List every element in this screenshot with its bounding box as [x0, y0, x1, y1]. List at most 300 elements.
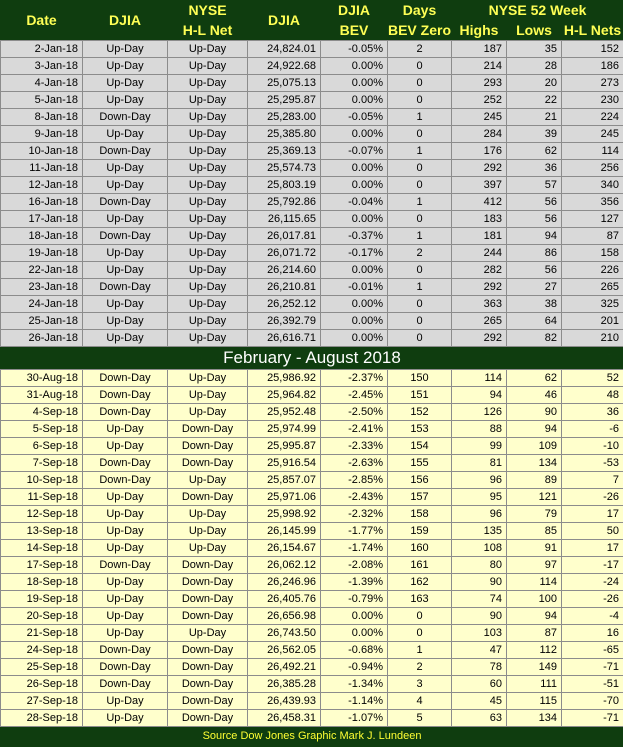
cell-date: 19-Sep-18: [1, 591, 83, 608]
table-footer: [1, 727, 623, 746]
cell-hl-nets: -26: [562, 489, 623, 506]
table-row: [1, 693, 623, 710]
table-row: [1, 296, 623, 313]
cell-hl-nets: 36: [562, 404, 623, 421]
cell-days-bev-zero: 1: [388, 109, 452, 126]
cell-hl-nets: 158: [562, 245, 623, 262]
cell-lows: 91: [507, 540, 562, 557]
cell-djia-day: Down-Day: [83, 194, 168, 211]
cell-djia-bev: -0.05%: [321, 109, 388, 126]
cell-hl-nets: 48: [562, 387, 623, 404]
cell-djia-day: Down-Day: [83, 109, 168, 126]
cell-date: 10-Sep-18: [1, 472, 83, 489]
cell-lows: 134: [507, 455, 562, 472]
table-row: [1, 41, 623, 58]
cell-hl-nets: 265: [562, 279, 623, 296]
cell-djia-day: Up-Day: [83, 58, 168, 75]
cell-hl-nets: -17: [562, 557, 623, 574]
cell-djia-close: 26,246.96: [248, 574, 321, 591]
table-row: [1, 642, 623, 659]
cell-djia-close: 25,283.00: [248, 109, 321, 126]
cell-lows: 111: [507, 676, 562, 693]
cell-hl-nets: 245: [562, 126, 623, 143]
cell-djia-close: 26,385.28: [248, 676, 321, 693]
header-nyse-52-week: NYSE 52 Week: [452, 0, 623, 20]
cell-hl-nets: -26: [562, 591, 623, 608]
cell-highs: 60: [452, 676, 507, 693]
cell-djia-bev: -0.37%: [321, 228, 388, 245]
cell-djia-bev: -2.33%: [321, 438, 388, 455]
table-row: [1, 143, 623, 160]
cell-days-bev-zero: 0: [388, 211, 452, 228]
cell-djia-close: 25,916.54: [248, 455, 321, 472]
cell-date: 24-Jan-18: [1, 296, 83, 313]
cell-nyse-hl-net: Up-Day: [168, 143, 248, 160]
cell-days-bev-zero: 152: [388, 404, 452, 421]
header-lows: Lows: [507, 20, 562, 41]
cell-days-bev-zero: 0: [388, 177, 452, 194]
cell-highs: 88: [452, 421, 507, 438]
table-row: [1, 194, 623, 211]
header-nyse: NYSE: [168, 0, 248, 20]
cell-highs: 397: [452, 177, 507, 194]
cell-djia-close: 26,492.21: [248, 659, 321, 676]
cell-djia-day: Up-Day: [83, 245, 168, 262]
cell-highs: 81: [452, 455, 507, 472]
cell-date: 6-Sep-18: [1, 438, 83, 455]
section-divider: [1, 347, 623, 370]
section-title: February - August 2018: [1, 347, 623, 370]
cell-djia-close: 25,385.80: [248, 126, 321, 143]
cell-hl-nets: -24: [562, 574, 623, 591]
cell-lows: 114: [507, 574, 562, 591]
cell-date: 8-Jan-18: [1, 109, 83, 126]
cell-hl-nets: 16: [562, 625, 623, 642]
cell-nyse-hl-net: Down-Day: [168, 489, 248, 506]
cell-nyse-hl-net: Up-Day: [168, 92, 248, 109]
cell-highs: 96: [452, 472, 507, 489]
cell-lows: 35: [507, 41, 562, 58]
cell-hl-nets: 186: [562, 58, 623, 75]
table-row: [1, 211, 623, 228]
cell-lows: 56: [507, 194, 562, 211]
cell-djia-day: Down-Day: [83, 387, 168, 404]
cell-date: 7-Sep-18: [1, 455, 83, 472]
table-row: [1, 523, 623, 540]
cell-djia-day: Up-Day: [83, 313, 168, 330]
table-row: [1, 92, 623, 109]
cell-djia-bev: 0.00%: [321, 177, 388, 194]
cell-days-bev-zero: 0: [388, 126, 452, 143]
cell-djia-close: 25,075.13: [248, 75, 321, 92]
cell-highs: 63: [452, 710, 507, 727]
cell-lows: 97: [507, 557, 562, 574]
cell-date: 30-Aug-18: [1, 370, 83, 387]
cell-djia-close: 26,062.12: [248, 557, 321, 574]
cell-days-bev-zero: 155: [388, 455, 452, 472]
cell-highs: 293: [452, 75, 507, 92]
cell-lows: 36: [507, 160, 562, 177]
cell-highs: 265: [452, 313, 507, 330]
cell-highs: 245: [452, 109, 507, 126]
cell-highs: 412: [452, 194, 507, 211]
cell-djia-day: Up-Day: [83, 126, 168, 143]
cell-hl-nets: -10: [562, 438, 623, 455]
cell-days-bev-zero: 0: [388, 608, 452, 625]
cell-days-bev-zero: 154: [388, 438, 452, 455]
cell-days-bev-zero: 161: [388, 557, 452, 574]
cell-lows: 89: [507, 472, 562, 489]
cell-lows: 21: [507, 109, 562, 126]
cell-days-bev-zero: 5: [388, 710, 452, 727]
cell-hl-nets: 356: [562, 194, 623, 211]
cell-djia-close: 26,214.60: [248, 262, 321, 279]
cell-days-bev-zero: 1: [388, 642, 452, 659]
cell-djia-day: Up-Day: [83, 330, 168, 347]
cell-highs: 135: [452, 523, 507, 540]
cell-djia-close: 25,803.19: [248, 177, 321, 194]
cell-nyse-hl-net: Up-Day: [168, 472, 248, 489]
cell-highs: 108: [452, 540, 507, 557]
cell-djia-day: Up-Day: [83, 438, 168, 455]
table-row: [1, 370, 623, 387]
cell-lows: 87: [507, 625, 562, 642]
cell-djia-close: 24,922.68: [248, 58, 321, 75]
cell-djia-bev: -2.63%: [321, 455, 388, 472]
cell-highs: 187: [452, 41, 507, 58]
cell-hl-nets: 325: [562, 296, 623, 313]
cell-date: 25-Sep-18: [1, 659, 83, 676]
cell-djia-close: 26,616.71: [248, 330, 321, 347]
cell-djia-day: Down-Day: [83, 455, 168, 472]
cell-days-bev-zero: 0: [388, 58, 452, 75]
cell-lows: 149: [507, 659, 562, 676]
cell-djia-day: Up-Day: [83, 710, 168, 727]
cell-nyse-hl-net: Up-Day: [168, 296, 248, 313]
cell-djia-bev: -0.17%: [321, 245, 388, 262]
cell-djia-bev: -0.01%: [321, 279, 388, 296]
cell-djia-day: Up-Day: [83, 591, 168, 608]
cell-date: 5-Jan-18: [1, 92, 83, 109]
cell-djia-bev: 0.00%: [321, 126, 388, 143]
header-highs: Highs: [452, 20, 507, 41]
cell-djia-day: Down-Day: [83, 228, 168, 245]
cell-djia-day: Down-Day: [83, 370, 168, 387]
cell-highs: 96: [452, 506, 507, 523]
cell-djia-bev: -2.43%: [321, 489, 388, 506]
cell-djia-bev: -0.05%: [321, 41, 388, 58]
cell-hl-nets: 256: [562, 160, 623, 177]
cell-djia-bev: -2.45%: [321, 387, 388, 404]
cell-djia-day: Up-Day: [83, 625, 168, 642]
cell-nyse-hl-net: Up-Day: [168, 313, 248, 330]
cell-djia-close: 25,369.13: [248, 143, 321, 160]
cell-hl-nets: 152: [562, 41, 623, 58]
cell-highs: 282: [452, 262, 507, 279]
cell-days-bev-zero: 2: [388, 659, 452, 676]
cell-lows: 121: [507, 489, 562, 506]
cell-lows: 46: [507, 387, 562, 404]
table-header: [1, 0, 623, 41]
cell-highs: 214: [452, 58, 507, 75]
cell-djia-day: Down-Day: [83, 404, 168, 421]
cell-date: 25-Jan-18: [1, 313, 83, 330]
cell-djia-close: 26,562.05: [248, 642, 321, 659]
cell-nyse-hl-net: Up-Day: [168, 279, 248, 296]
table-row: [1, 421, 623, 438]
cell-nyse-hl-net: Down-Day: [168, 676, 248, 693]
cell-hl-nets: -4: [562, 608, 623, 625]
cell-date: 17-Jan-18: [1, 211, 83, 228]
cell-nyse-hl-net: Down-Day: [168, 574, 248, 591]
cell-djia-close: 25,971.06: [248, 489, 321, 506]
cell-nyse-hl-net: Up-Day: [168, 194, 248, 211]
cell-djia-day: Down-Day: [83, 659, 168, 676]
cell-djia-bev: -1.74%: [321, 540, 388, 557]
cell-nyse-hl-net: Down-Day: [168, 421, 248, 438]
cell-nyse-hl-net: Down-Day: [168, 642, 248, 659]
cell-djia-day: Down-Day: [83, 472, 168, 489]
table-row: [1, 245, 623, 262]
cell-djia-day: Down-Day: [83, 676, 168, 693]
cell-highs: 126: [452, 404, 507, 421]
table-row: [1, 313, 623, 330]
cell-djia-bev: -0.68%: [321, 642, 388, 659]
cell-lows: 85: [507, 523, 562, 540]
cell-lows: 82: [507, 330, 562, 347]
cell-highs: 292: [452, 330, 507, 347]
table-row: [1, 472, 623, 489]
cell-djia-close: 25,295.87: [248, 92, 321, 109]
cell-djia-close: 25,792.86: [248, 194, 321, 211]
cell-days-bev-zero: 151: [388, 387, 452, 404]
cell-nyse-hl-net: Up-Day: [168, 177, 248, 194]
cell-days-bev-zero: 159: [388, 523, 452, 540]
header-hl-net: H-L Net: [168, 20, 248, 41]
cell-lows: 109: [507, 438, 562, 455]
cell-djia-close: 26,154.67: [248, 540, 321, 557]
cell-lows: 62: [507, 370, 562, 387]
cell-highs: 114: [452, 370, 507, 387]
cell-highs: 103: [452, 625, 507, 642]
cell-hl-nets: -65: [562, 642, 623, 659]
cell-date: 16-Jan-18: [1, 194, 83, 211]
cell-date: 11-Sep-18: [1, 489, 83, 506]
cell-djia-day: Up-Day: [83, 523, 168, 540]
cell-nyse-hl-net: Down-Day: [168, 659, 248, 676]
cell-days-bev-zero: 162: [388, 574, 452, 591]
cell-nyse-hl-net: Down-Day: [168, 455, 248, 472]
cell-hl-nets: -71: [562, 710, 623, 727]
cell-nyse-hl-net: Up-Day: [168, 228, 248, 245]
cell-date: 23-Jan-18: [1, 279, 83, 296]
cell-lows: 20: [507, 75, 562, 92]
cell-djia-close: 26,458.31: [248, 710, 321, 727]
cell-hl-nets: 201: [562, 313, 623, 330]
cell-days-bev-zero: 0: [388, 296, 452, 313]
table-row: [1, 438, 623, 455]
cell-highs: 99: [452, 438, 507, 455]
cell-date: 2-Jan-18: [1, 41, 83, 58]
cell-nyse-hl-net: Down-Day: [168, 693, 248, 710]
cell-highs: 80: [452, 557, 507, 574]
cell-djia-bev: 0.00%: [321, 608, 388, 625]
cell-djia-close: 25,574.73: [248, 160, 321, 177]
cell-djia-day: Down-Day: [83, 279, 168, 296]
cell-djia-bev: -2.85%: [321, 472, 388, 489]
cell-lows: 22: [507, 92, 562, 109]
cell-lows: 57: [507, 177, 562, 194]
cell-days-bev-zero: 158: [388, 506, 452, 523]
cell-date: 18-Sep-18: [1, 574, 83, 591]
cell-date: 31-Aug-18: [1, 387, 83, 404]
cell-djia-bev: 0.00%: [321, 313, 388, 330]
cell-highs: 95: [452, 489, 507, 506]
cell-highs: 292: [452, 160, 507, 177]
cell-date: 19-Jan-18: [1, 245, 83, 262]
cell-date: 11-Jan-18: [1, 160, 83, 177]
cell-nyse-hl-net: Up-Day: [168, 126, 248, 143]
cell-djia-bev: -0.79%: [321, 591, 388, 608]
cell-djia-close: 26,252.12: [248, 296, 321, 313]
cell-djia-bev: 0.00%: [321, 211, 388, 228]
cell-hl-nets: 273: [562, 75, 623, 92]
cell-lows: 62: [507, 143, 562, 160]
cell-lows: 115: [507, 693, 562, 710]
cell-hl-nets: 17: [562, 506, 623, 523]
cell-date: 22-Jan-18: [1, 262, 83, 279]
cell-date: 28-Sep-18: [1, 710, 83, 727]
cell-lows: 90: [507, 404, 562, 421]
cell-days-bev-zero: 0: [388, 330, 452, 347]
table-row: [1, 228, 623, 245]
cell-days-bev-zero: 1: [388, 228, 452, 245]
cell-hl-nets: 52: [562, 370, 623, 387]
cell-date: 5-Sep-18: [1, 421, 83, 438]
cell-djia-day: Up-Day: [83, 540, 168, 557]
cell-highs: 45: [452, 693, 507, 710]
cell-djia-day: Down-Day: [83, 143, 168, 160]
cell-djia-close: 25,964.82: [248, 387, 321, 404]
cell-lows: 86: [507, 245, 562, 262]
cell-days-bev-zero: 0: [388, 625, 452, 642]
cell-date: 24-Sep-18: [1, 642, 83, 659]
cell-date: 26-Jan-18: [1, 330, 83, 347]
cell-date: 21-Sep-18: [1, 625, 83, 642]
cell-date: 10-Jan-18: [1, 143, 83, 160]
cell-nyse-hl-net: Up-Day: [168, 625, 248, 642]
cell-djia-bev: -2.32%: [321, 506, 388, 523]
table-row: [1, 404, 623, 421]
cell-date: 4-Sep-18: [1, 404, 83, 421]
cell-hl-nets: 114: [562, 143, 623, 160]
cell-days-bev-zero: 150: [388, 370, 452, 387]
cell-days-bev-zero: 0: [388, 160, 452, 177]
cell-highs: 183: [452, 211, 507, 228]
source-credit: Source Dow Jones Graphic Mark J. Lundeen: [1, 727, 623, 746]
cell-nyse-hl-net: Up-Day: [168, 370, 248, 387]
cell-djia-close: 25,974.99: [248, 421, 321, 438]
cell-hl-nets: 7: [562, 472, 623, 489]
table-row: [1, 109, 623, 126]
table-row: [1, 160, 623, 177]
cell-hl-nets: 87: [562, 228, 623, 245]
cell-djia-bev: -1.14%: [321, 693, 388, 710]
cell-highs: 90: [452, 574, 507, 591]
cell-djia-day: Up-Day: [83, 41, 168, 58]
cell-djia-close: 25,986.92: [248, 370, 321, 387]
cell-lows: 39: [507, 126, 562, 143]
cell-lows: 112: [507, 642, 562, 659]
cell-date: 12-Jan-18: [1, 177, 83, 194]
cell-djia-day: Down-Day: [83, 557, 168, 574]
cell-djia-close: 26,392.79: [248, 313, 321, 330]
cell-nyse-hl-net: Down-Day: [168, 710, 248, 727]
cell-date: 17-Sep-18: [1, 557, 83, 574]
cell-nyse-hl-net: Down-Day: [168, 557, 248, 574]
cell-days-bev-zero: 157: [388, 489, 452, 506]
cell-days-bev-zero: 0: [388, 262, 452, 279]
cell-lows: 94: [507, 608, 562, 625]
cell-hl-nets: -70: [562, 693, 623, 710]
cell-days-bev-zero: 1: [388, 279, 452, 296]
cell-djia-close: 24,824.01: [248, 41, 321, 58]
cell-highs: 284: [452, 126, 507, 143]
cell-date: 14-Sep-18: [1, 540, 83, 557]
table-row: [1, 540, 623, 557]
header-hl-nets: H-L Nets: [562, 20, 623, 41]
cell-nyse-hl-net: Up-Day: [168, 330, 248, 347]
cell-highs: 176: [452, 143, 507, 160]
table-row: [1, 177, 623, 194]
table-row: [1, 710, 623, 727]
cell-nyse-hl-net: Up-Day: [168, 404, 248, 421]
cell-lows: 94: [507, 228, 562, 245]
cell-nyse-hl-net: Up-Day: [168, 58, 248, 75]
cell-hl-nets: 226: [562, 262, 623, 279]
cell-djia-bev: -2.37%: [321, 370, 388, 387]
header-date: Date: [1, 0, 83, 41]
cell-hl-nets: -51: [562, 676, 623, 693]
cell-days-bev-zero: 2: [388, 41, 452, 58]
cell-hl-nets: 17: [562, 540, 623, 557]
table-row: [1, 455, 623, 472]
cell-date: 20-Sep-18: [1, 608, 83, 625]
cell-days-bev-zero: 0: [388, 92, 452, 109]
table-row: [1, 676, 623, 693]
cell-hl-nets: 224: [562, 109, 623, 126]
cell-djia-day: Up-Day: [83, 296, 168, 313]
cell-djia-day: Up-Day: [83, 608, 168, 625]
cell-nyse-hl-net: Up-Day: [168, 160, 248, 177]
cell-hl-nets: 127: [562, 211, 623, 228]
cell-djia-bev: -2.41%: [321, 421, 388, 438]
cell-djia-day: Up-Day: [83, 421, 168, 438]
table-row: [1, 608, 623, 625]
header-bev: BEV: [321, 20, 388, 41]
cell-hl-nets: 210: [562, 330, 623, 347]
cell-nyse-hl-net: Up-Day: [168, 109, 248, 126]
cell-djia-bev: -1.07%: [321, 710, 388, 727]
cell-djia-day: Up-Day: [83, 177, 168, 194]
cell-date: 4-Jan-18: [1, 75, 83, 92]
cell-lows: 64: [507, 313, 562, 330]
cell-djia-close: 25,857.07: [248, 472, 321, 489]
cell-djia-day: Up-Day: [83, 262, 168, 279]
cell-days-bev-zero: 160: [388, 540, 452, 557]
table-row: [1, 126, 623, 143]
cell-djia-bev: -0.07%: [321, 143, 388, 160]
